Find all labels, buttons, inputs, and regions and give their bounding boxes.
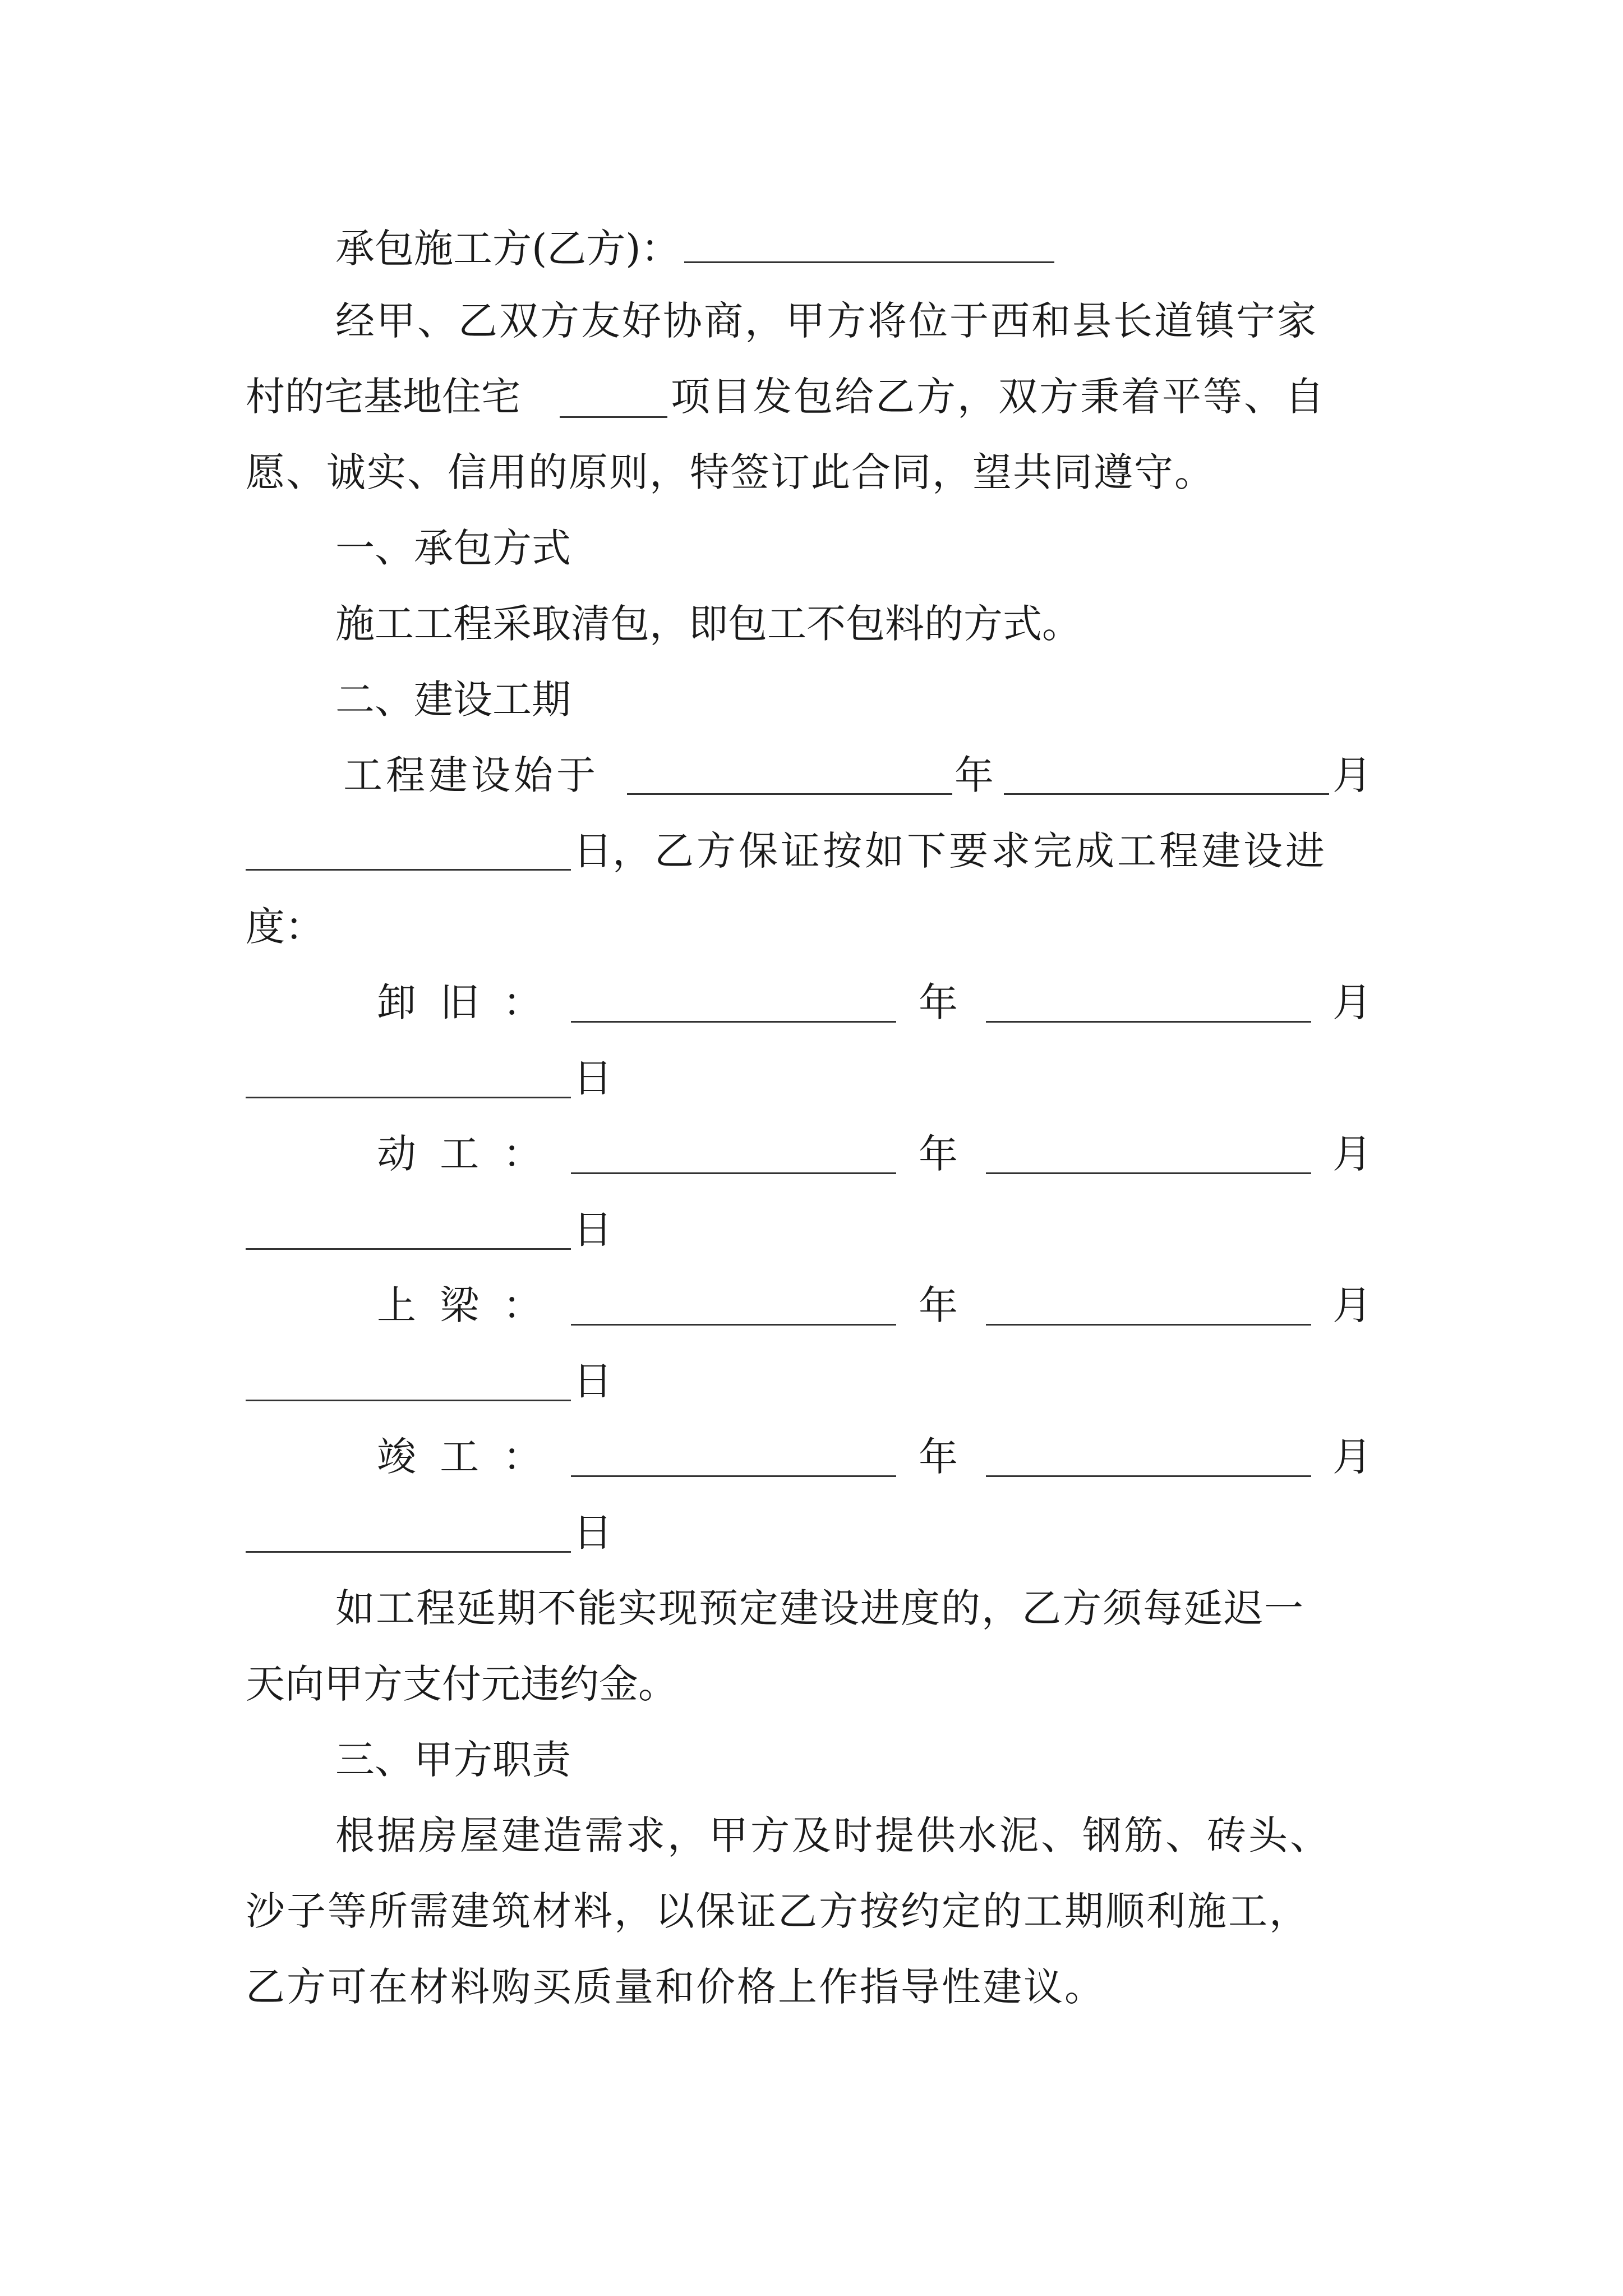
stage-demolish-day-blank — [246, 1097, 571, 1098]
delay-line-2: 天向甲方支付元违约金。 — [246, 1661, 677, 1707]
stage-demolish-year-blank — [571, 1021, 896, 1023]
start-day-unit: 日 — [573, 828, 612, 874]
stage-demolish-label: 卸 旧 ： — [377, 979, 548, 1025]
start-tail-2: 度： — [246, 904, 324, 950]
start-tail: ，乙方保证按如下要求完成工程建设进 — [612, 828, 1327, 874]
stage-start-work-day-unit: 日 — [573, 1207, 612, 1253]
stage-complete-label: 竣 工 ： — [377, 1434, 548, 1480]
section-1-heading: 一、承包方式 — [335, 525, 571, 571]
stage-demolish-day-unit: 日 — [573, 1055, 612, 1101]
intro-line-2a: 村的宅基地住宅 — [246, 374, 520, 420]
stage-start-work-year-unit: 年 — [919, 1131, 958, 1177]
stage-start-work-month-blank — [986, 1172, 1311, 1174]
stage-complete-day-blank — [246, 1551, 571, 1553]
start-month-blank — [1004, 793, 1329, 795]
stage-beam-year-blank — [571, 1324, 896, 1326]
stage-start-work-year-blank — [571, 1172, 896, 1174]
section-2-heading: 二、建设工期 — [335, 677, 571, 723]
section-3-line-1: 根据房屋建造需求，甲方及时提供水泥、钢筋、砖头、 — [335, 1812, 1331, 1858]
stage-complete-day-unit: 日 — [573, 1510, 612, 1556]
stage-complete-year-blank — [571, 1475, 896, 1477]
start-year-unit: 年 — [955, 752, 994, 798]
intro-line-3: 愿、诚实、信用的原则，特签订此合同，望共同遵守。 — [246, 449, 1215, 495]
start-month-unit: 月 — [1332, 752, 1372, 798]
intro-line-2b: 项目发包给乙方，双方秉着平等、自 — [671, 374, 1326, 420]
section-3-line-3: 乙方可在材料购买质量和价格上作指导性建议。 — [246, 1964, 1105, 2010]
section-1-body: 施工工程采取清包，即包工不包料的方式。 — [335, 601, 1081, 647]
stage-start-work-label: 动 工 ： — [377, 1131, 548, 1177]
stage-complete-month-unit: 月 — [1332, 1434, 1372, 1480]
start-label: 工程建设始于 — [343, 752, 599, 798]
stage-demolish-month-blank — [986, 1021, 1311, 1023]
party-b-blank — [684, 261, 1054, 263]
stage-beam-day-unit: 日 — [573, 1358, 612, 1404]
stage-beam-month-blank — [986, 1324, 1311, 1326]
project-blank — [560, 416, 667, 418]
stage-complete-year-unit: 年 — [919, 1434, 958, 1480]
stage-beam-day-blank — [246, 1400, 571, 1401]
stage-beam-year-unit: 年 — [919, 1282, 958, 1328]
stage-start-work-month-unit: 月 — [1332, 1131, 1372, 1177]
stage-beam-label: 上 梁 ： — [377, 1282, 548, 1328]
stage-demolish-year-unit: 年 — [919, 979, 958, 1025]
stage-start-work-day-blank — [246, 1248, 571, 1250]
party-b-label: 承包施工方(乙方)： — [335, 226, 680, 272]
intro-line-1: 经甲、乙双方友好协商，甲方将位于西和县长道镇宁家 — [335, 298, 1318, 344]
stage-demolish-month-unit: 月 — [1332, 979, 1372, 1025]
stage-beam-month-unit: 月 — [1332, 1282, 1372, 1328]
section-3-heading: 三、甲方职责 — [335, 1737, 571, 1783]
start-year-blank — [627, 793, 952, 795]
stage-complete-month-blank — [986, 1475, 1311, 1477]
section-3-line-2: 沙子等所需建筑材料，以保证乙方按约定的工期顺利施工， — [246, 1888, 1310, 1934]
delay-line-1: 如工程延期不能实现预定建设进度的，乙方须每延迟一 — [335, 1585, 1304, 1631]
start-day-blank — [246, 869, 571, 871]
